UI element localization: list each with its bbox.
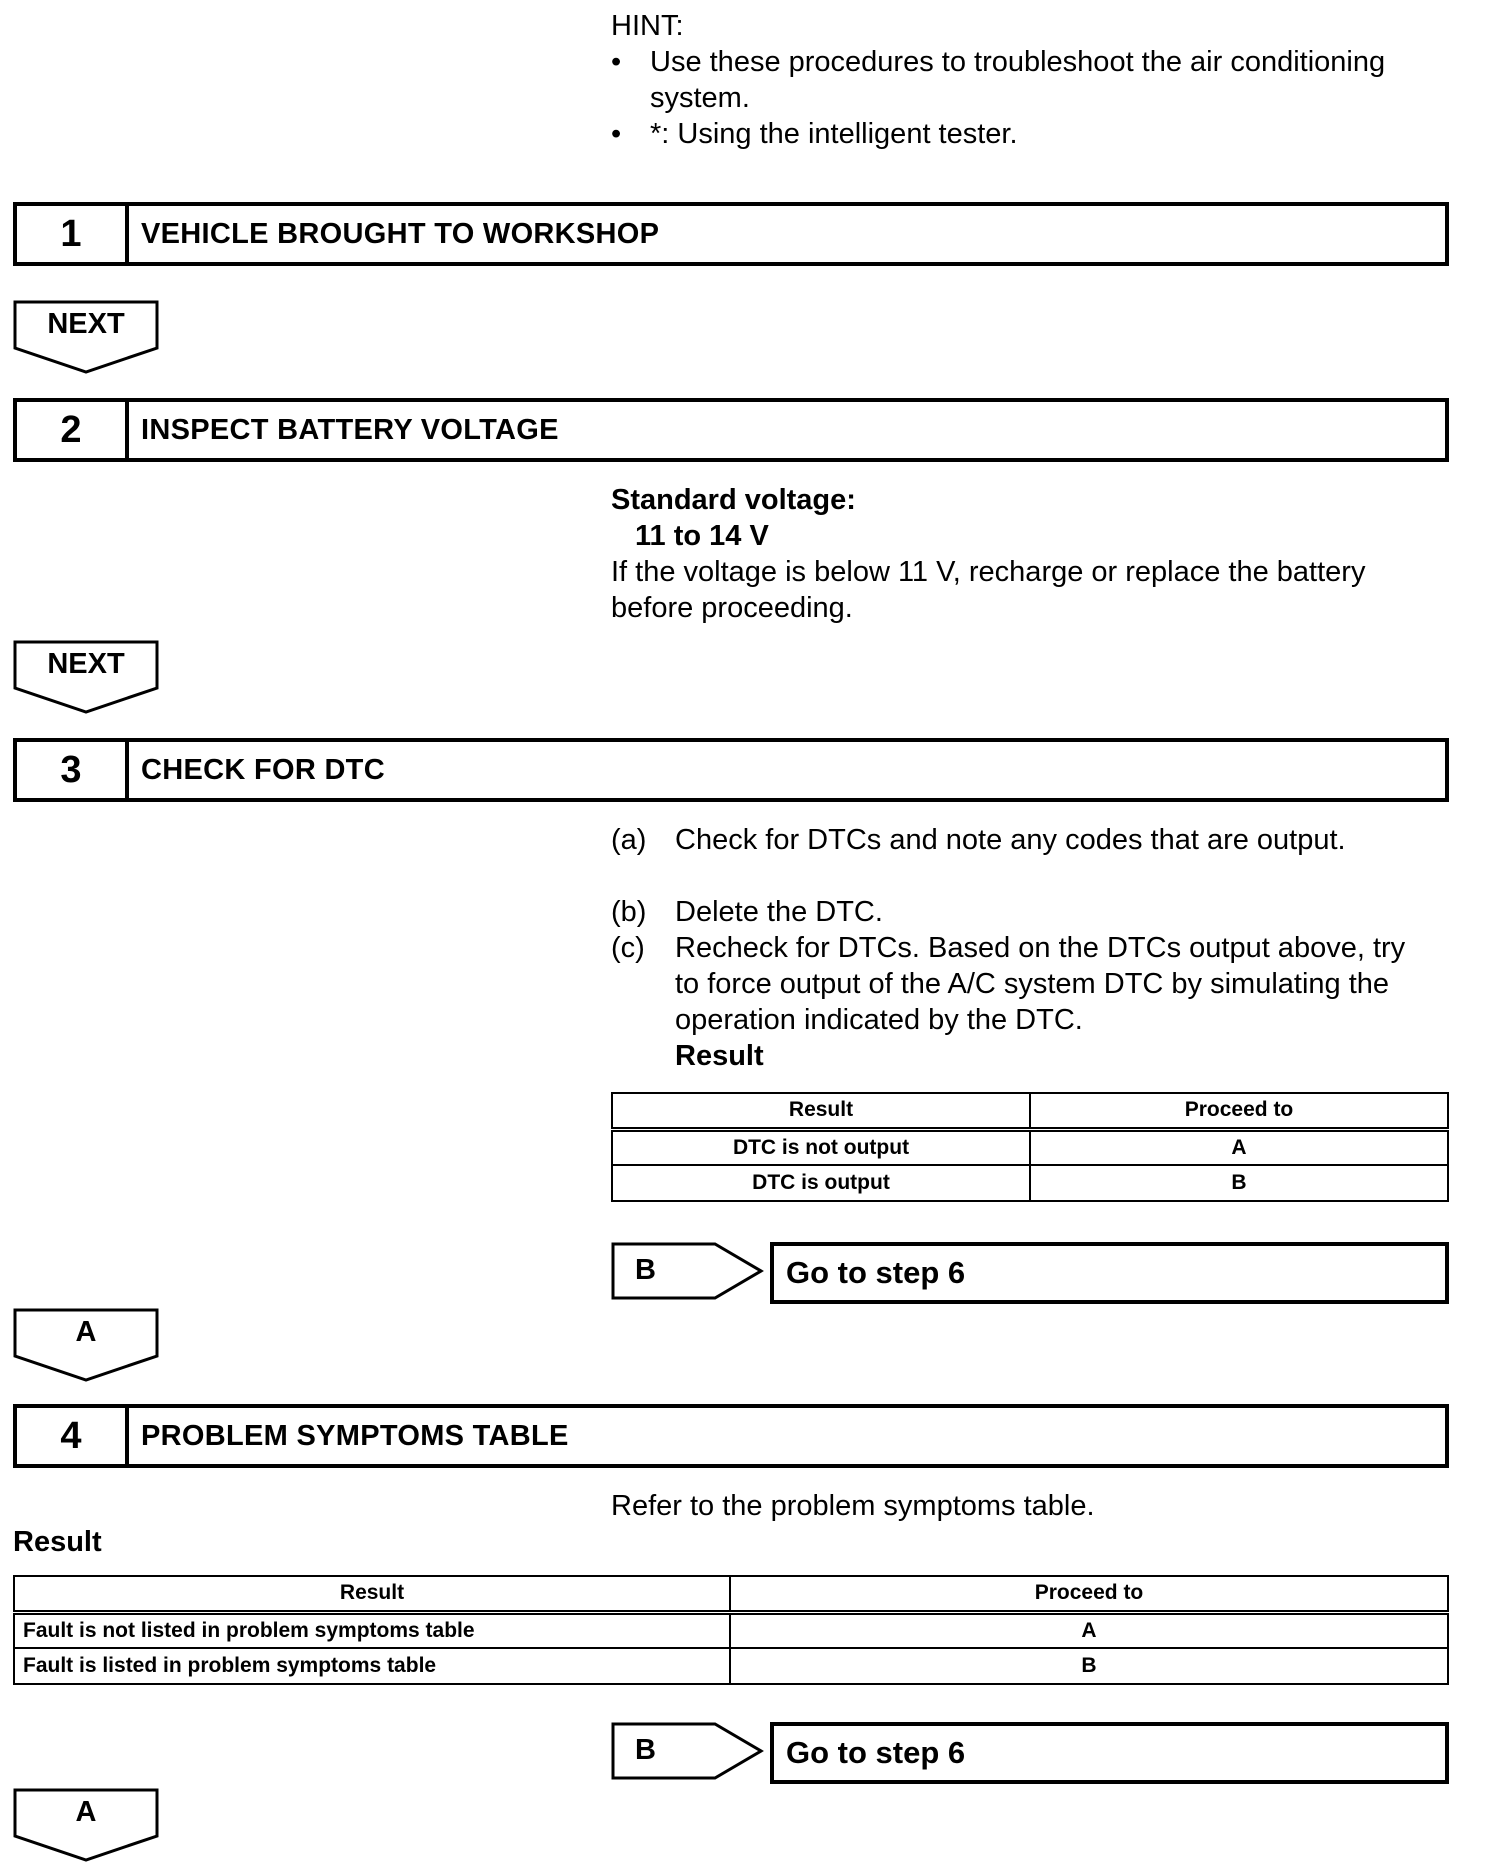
a-label: A bbox=[75, 1796, 97, 1828]
table-cell: Fault is not listed in problem symptoms table bbox=[14, 1612, 730, 1648]
step-number: 2 bbox=[17, 402, 129, 458]
b-branch-arrow bbox=[611, 1242, 771, 1300]
hint-bullet: • bbox=[611, 118, 622, 150]
item-text: operation indicated by the DTC. bbox=[675, 1004, 1083, 1036]
table-header-row bbox=[612, 1093, 1448, 1129]
item-text: Delete the DTC. bbox=[675, 896, 883, 928]
a-label: A bbox=[75, 1316, 97, 1348]
table-cell: B bbox=[730, 1648, 1448, 1684]
table-row bbox=[14, 1612, 1448, 1648]
item-text: Recheck for DTCs. Based on the DTCs output above, try bbox=[675, 932, 1406, 964]
step-4-text: Refer to the problem symptoms table. bbox=[611, 1490, 1095, 1522]
step-title: VEHICLE BROUGHT TO WORKSHOP bbox=[141, 217, 660, 250]
table-cell: A bbox=[730, 1612, 1448, 1648]
step-title: CHECK FOR DTC bbox=[141, 753, 385, 786]
table-cell: Fault is listed in problem symptoms table bbox=[14, 1648, 730, 1684]
hint-bullet: • bbox=[611, 46, 622, 78]
item-marker: (b) bbox=[611, 896, 647, 928]
next-label: NEXT bbox=[47, 308, 125, 340]
table-header: Result bbox=[612, 1093, 1030, 1129]
step-number: 3 bbox=[17, 742, 129, 798]
table-header: Proceed to bbox=[1030, 1093, 1448, 1129]
b-label: B bbox=[635, 1254, 656, 1286]
hint-label: HINT: bbox=[611, 10, 684, 42]
item-marker: (c) bbox=[611, 932, 645, 964]
step-3-result-table bbox=[611, 1092, 1449, 1202]
hint-item: *: Using the intelligent tester. bbox=[650, 118, 1018, 150]
spec-value: 11 to 14 V bbox=[635, 520, 769, 552]
next-arrow bbox=[13, 300, 159, 374]
item-marker: (a) bbox=[611, 824, 647, 856]
hint-item: Use these procedures to troubleshoot the air conditioning bbox=[650, 46, 1386, 78]
step-number: 4 bbox=[17, 1408, 129, 1464]
table-header: Proceed to bbox=[730, 1576, 1448, 1612]
table-row bbox=[612, 1129, 1448, 1165]
note-line: If the voltage is below 11 V, recharge or replace the battery bbox=[611, 556, 1366, 588]
result-label: Result bbox=[675, 1040, 764, 1072]
step-4-header bbox=[13, 1404, 1449, 1468]
step-3-header bbox=[13, 738, 1449, 802]
table-header: Result bbox=[14, 1576, 730, 1612]
step-1-header bbox=[13, 202, 1449, 266]
b-branch-arrow bbox=[611, 1722, 771, 1780]
next-label: NEXT bbox=[47, 648, 125, 680]
spec-label: Standard voltage: bbox=[611, 484, 856, 516]
b-label: B bbox=[635, 1734, 656, 1766]
table-cell: DTC is output bbox=[612, 1165, 1030, 1201]
table-row bbox=[612, 1165, 1448, 1201]
table-cell: DTC is not output bbox=[612, 1129, 1030, 1165]
next-arrow bbox=[13, 640, 159, 714]
step-4-result-table bbox=[13, 1575, 1449, 1685]
a-arrow bbox=[13, 1308, 159, 1382]
a-arrow bbox=[13, 1788, 159, 1862]
step-title: PROBLEM SYMPTOMS TABLE bbox=[141, 1419, 569, 1452]
table-cell: B bbox=[1030, 1165, 1448, 1201]
step-number: 1 bbox=[17, 206, 129, 262]
item-text: to force output of the A/C system DTC by simulating the bbox=[675, 968, 1390, 1000]
note-line: before proceeding. bbox=[611, 592, 853, 624]
result-label: Result bbox=[13, 1526, 102, 1558]
table-cell: A bbox=[1030, 1129, 1448, 1165]
table-header-row bbox=[14, 1576, 1448, 1612]
step-title: INSPECT BATTERY VOLTAGE bbox=[141, 413, 559, 446]
goto-step-box: Go to step 6 bbox=[770, 1242, 1449, 1304]
step-2-header bbox=[13, 398, 1449, 462]
table-row bbox=[14, 1648, 1448, 1684]
hint-item: system. bbox=[650, 82, 750, 114]
goto-step-box: Go to step 6 bbox=[770, 1722, 1449, 1784]
item-text: Check for DTCs and note any codes that are output. bbox=[675, 824, 1346, 856]
